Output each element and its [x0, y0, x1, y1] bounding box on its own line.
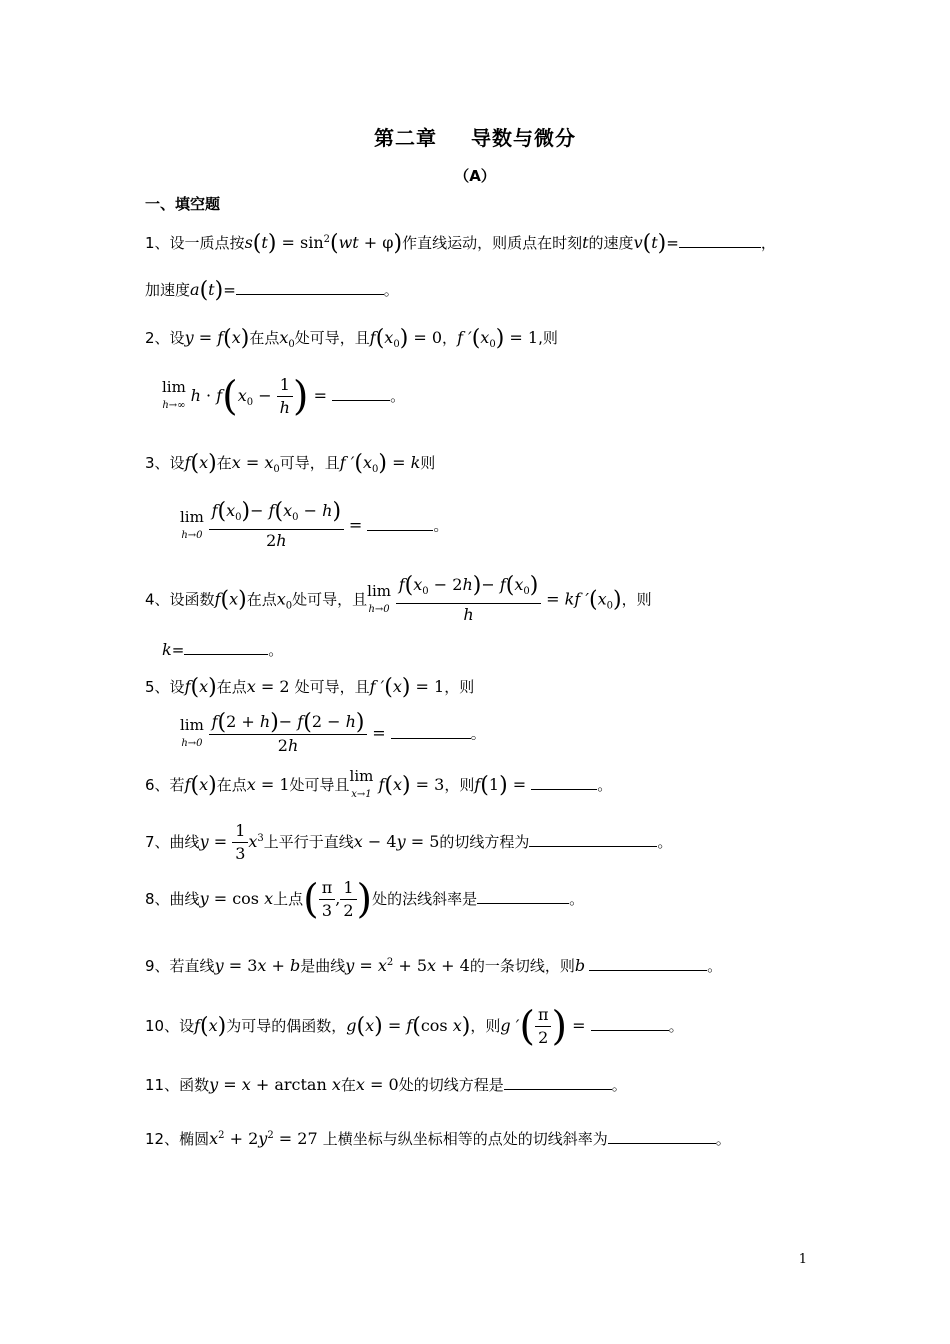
question-8: 8、曲线y = cos x上点( $\frac{\pi}{3}$ , $\frac{1}{2}$ )处的法线斜率是 。	[145, 876, 585, 923]
question-2-line-1: 2、设y = f(x)在点$x_0$处可导，且$f(x_0) = 0$，f $'(x_0) = 1$,则	[145, 326, 558, 351]
question-1-line-2: 加速度a(t)= 。	[145, 278, 399, 303]
answer-blank[interactable]	[591, 1014, 669, 1031]
answer-blank[interactable]	[589, 954, 707, 971]
question-4-line-2: k= 。	[162, 640, 284, 659]
answer-blank[interactable]	[529, 830, 657, 847]
question-7: 7、曲线y = $\frac{1}{3}$ $x^3$上平行于直线x − 4y = 5的切线方程为 。	[145, 821, 673, 863]
answer-blank[interactable]	[367, 514, 433, 531]
subtitle: （A）	[454, 167, 496, 185]
question-11: 11、函数y = x + arctan x在x = 0处的切线方程是 。	[145, 1075, 627, 1094]
question-3-line-1: 3、设f(x)在$x = x_0$可导，且f $'(x_0) = k$则	[145, 451, 436, 476]
answer-blank[interactable]	[531, 773, 597, 790]
section-heading: 一、填空题	[145, 195, 221, 213]
answer-blank[interactable]	[236, 278, 384, 295]
answer-blank[interactable]	[391, 722, 471, 739]
page-title: 第二章 导数与微分	[374, 126, 576, 150]
answer-blank[interactable]	[477, 887, 569, 904]
page-number: 1	[798, 1252, 807, 1267]
answer-blank[interactable]	[608, 1127, 716, 1144]
answer-blank[interactable]	[184, 638, 268, 655]
question-12: 12、椭圆$x^2 + 2y^2 = 27$ 上横坐标与纵坐标相等的点处的切线斜率为 。	[145, 1129, 731, 1148]
question-2-line-2: lim h→∞ $h \cdot f(x_0$ − $\frac{1}{h}$ ) = 。	[162, 373, 406, 420]
answer-blank[interactable]	[679, 231, 761, 248]
answer-blank[interactable]	[332, 384, 390, 401]
question-10: 10、设f(x)为可导的偶函数，g(x) = f(cos x)，则g ′( $\frac{\pi}{2}$ ) = 。	[145, 1003, 684, 1050]
question-3-line-2: lim h→0 $\frac{f(x_0)- f(x_0 - h)}{2h}$ = 。	[180, 499, 449, 550]
answer-blank[interactable]	[504, 1073, 612, 1090]
question-1-line-1: 1、设一质点按$s(t) = \sin^2(wt + \varphi)$作直线运动，则质点在时刻t的速度v(t)= ，	[145, 231, 776, 256]
question-6: 6、若f(x)在点x = 1处可导且lim x→1 f(x) = 3，则f(1) = 。	[145, 767, 613, 800]
question-5-line-2: lim h→0 $\frac{f(2 + h)- f(2 - h)}{2h}$ = 。	[180, 710, 486, 755]
question-5-line-1: 5、设f(x)在点x = 2 处可导，且f ′(x) = 1，则	[145, 675, 475, 700]
question-4-line-1: 4、设函数f(x)在点$x_0$处可导，且lim h→0 $\frac{f(x_0 - 2h)- f(x_0)}{h}$ = kf $'(x_0)$，则	[145, 573, 652, 624]
question-9: 9、若直线y = 3x + b是曲线$y = x^2 + 5x + 4$的一条切线，则b 。	[145, 956, 723, 975]
